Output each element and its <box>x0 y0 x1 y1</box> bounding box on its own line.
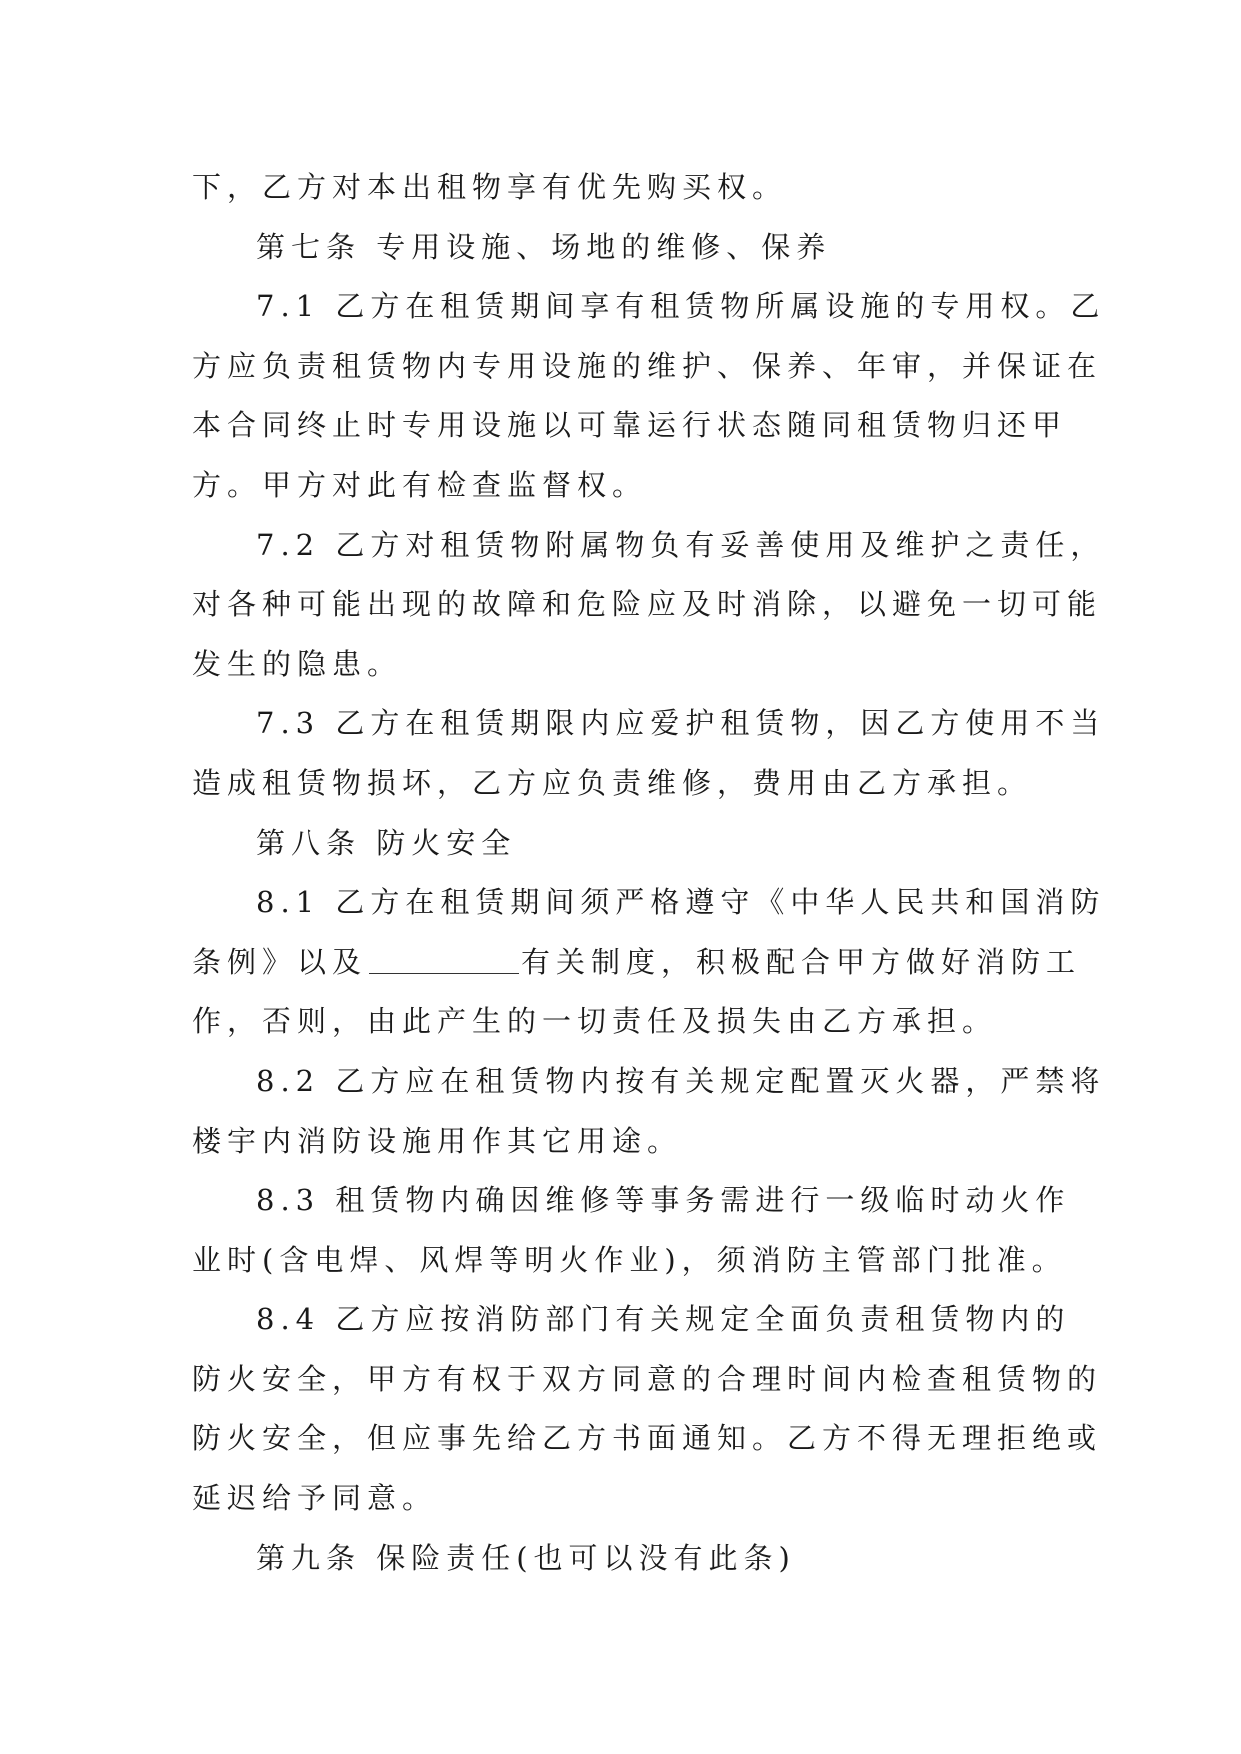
text-line: 防火安全，但应事先给乙方书面通知。乙方不得无理拒绝或 <box>192 1421 1103 1456</box>
text-line: 下，乙方对本出租物享有优先购买权。 <box>192 170 788 204</box>
text-line: 方应负责租赁物内专用设施的维护、保养、年审，并保证在 <box>192 348 1103 383</box>
text-segment: 条例》以及 <box>192 944 368 979</box>
article-heading: 第九条 保险责任(也可以没有此条) <box>256 1540 796 1575</box>
text-line: 延迟给予同意。 <box>192 1481 438 1516</box>
text-line: 7.1 乙方在租赁期间享有租赁物所属设施的专用权。乙 <box>256 289 1106 324</box>
article-heading: 第七条 专用设施、场地的维修、保养 <box>256 229 832 264</box>
text-line: 发生的隐患。 <box>192 646 403 681</box>
text-line: 楼宇内消防设施用作其它用途。 <box>192 1123 683 1158</box>
fill-in-blank <box>369 943 519 974</box>
text-line: 作，否则，由此产生的一切责任及损失由乙方承担。 <box>192 1004 998 1039</box>
text-line: 7.3 乙方在租赁期限内应爱护租赁物，因乙方使用不当 <box>256 706 1106 741</box>
text-line: 本合同终止时专用设施以可靠运行状态随同租赁物归还甲 <box>192 408 1068 443</box>
article-heading: 第八条 防火安全 <box>256 825 517 860</box>
text-line: 方。甲方对此有检查监督权。 <box>192 467 648 502</box>
text-line: 8.1 乙方在租赁期间须严格遵守《中华人民共和国消防 <box>256 885 1106 920</box>
text-line: 防火安全，甲方有权于双方同意的合理时间内检查租赁物的 <box>192 1361 1103 1396</box>
text-line: 8.2 乙方应在租赁物内按有关规定配置灭火器，严禁将 <box>256 1063 1106 1098</box>
text-line: 对各种可能出现的故障和危险应及时消除，以避免一切可能 <box>192 587 1103 622</box>
text-line: 造成租赁物损坏，乙方应负责维修，费用由乙方承担。 <box>192 765 1033 800</box>
text-line-with-blank <box>192 933 1082 993</box>
text-line: 8.4 乙方应按消防部门有关规定全面负责租赁物内的 <box>256 1302 1071 1337</box>
text-line: 7.2 乙方对租赁物附属物负有妥善使用及维护之责任， <box>256 527 1106 562</box>
text-line: 业时(含电焊、风焊等明火作业)，须消防主管部门批准。 <box>192 1242 1067 1277</box>
text-segment: 有关制度，积极配合甲方做好消防工 <box>521 944 1082 979</box>
document-body <box>192 158 1106 1588</box>
text-line: 8.3 租赁物内确因维修等事务需进行一级临时动火作 <box>256 1183 1071 1218</box>
